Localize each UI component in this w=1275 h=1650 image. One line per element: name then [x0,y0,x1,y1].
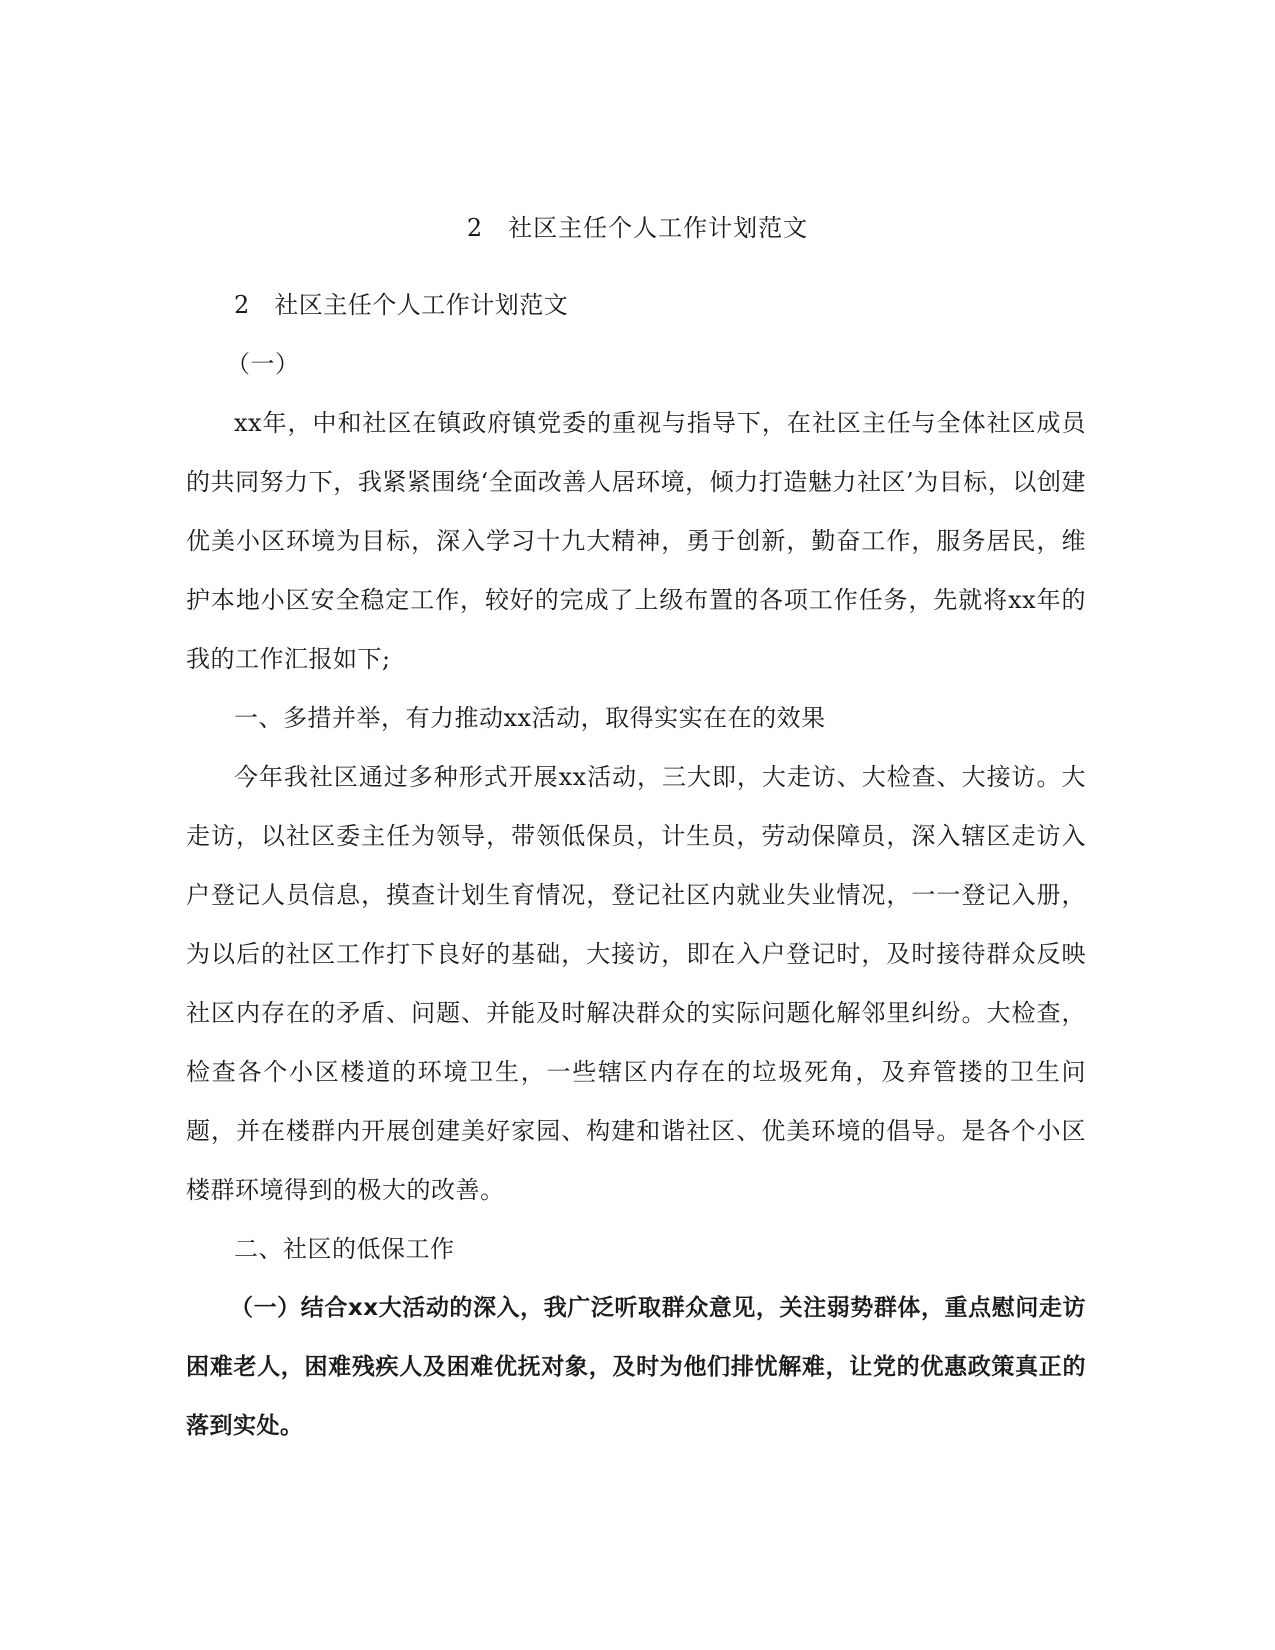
item-two-bold-paragraph: （一）结合xx大活动的深入，我广泛听取群众意见，关注弱势群体，重点慰问走访困难老人，困难残疾人及困难优抚对象，及时为他们排忧解难，让党的优惠政策真正的落到实处。 [186,1295,1086,1439]
item-two-heading: 二、社区的低保工作 [234,1235,455,1263]
section-heading: 2 社区主任个人工作计划范文 [234,291,569,319]
item-one-heading: 一、多措并举，有力推动xx活动，取得实实在在的效果 [234,704,826,732]
item-one-paragraph: 今年我社区通过多种形式开展xx活动，三大即，大走访、大检查、大接访。大走访，以社区委主任为领导，带领低保员，计生员，劳动保障员，深入辖区走访入户登记人员信息，摸查计划生育情况，登记社区内就业失业情况，一一登记入册，为以后的社区工作打下良好的基础，大接访，即在入户登记时，及时接待群众反映社区内存在的矛盾、问题、并能及时解决群众的实际问题化解邻里纠纷。大检查，检查各个小区楼道的环境卫生，一些辖区内存在的垃圾死角，及弃管搂的卫生问题，并在楼群内开展创建美好家园、构建和谐社区、优美环境的倡导。是各个小区楼群环境得到的极大的改善。 [186,763,1086,1204]
section-number: （一） [226,350,300,378]
document-title: 2 社区主任个人工作计划范文 [466,214,809,242]
document-body [186,276,1086,1456]
intro-paragraph: xx年，中和社区在镇政府镇党委的重视与指导下，在社区主任与全体社区成员的共同努力下，我紧紧围绕‘全面改善人居环境，倾力打造魅力社区’为目标，以创建优美小区环境为目标，深入学习十九大精神，勇于创新，勤奋工作，服务居民，维护本地小区安全稳定工作，较好的完成了上级布置的各项工作任务，先就将xx年的我的工作汇报如下; [186,409,1086,673]
